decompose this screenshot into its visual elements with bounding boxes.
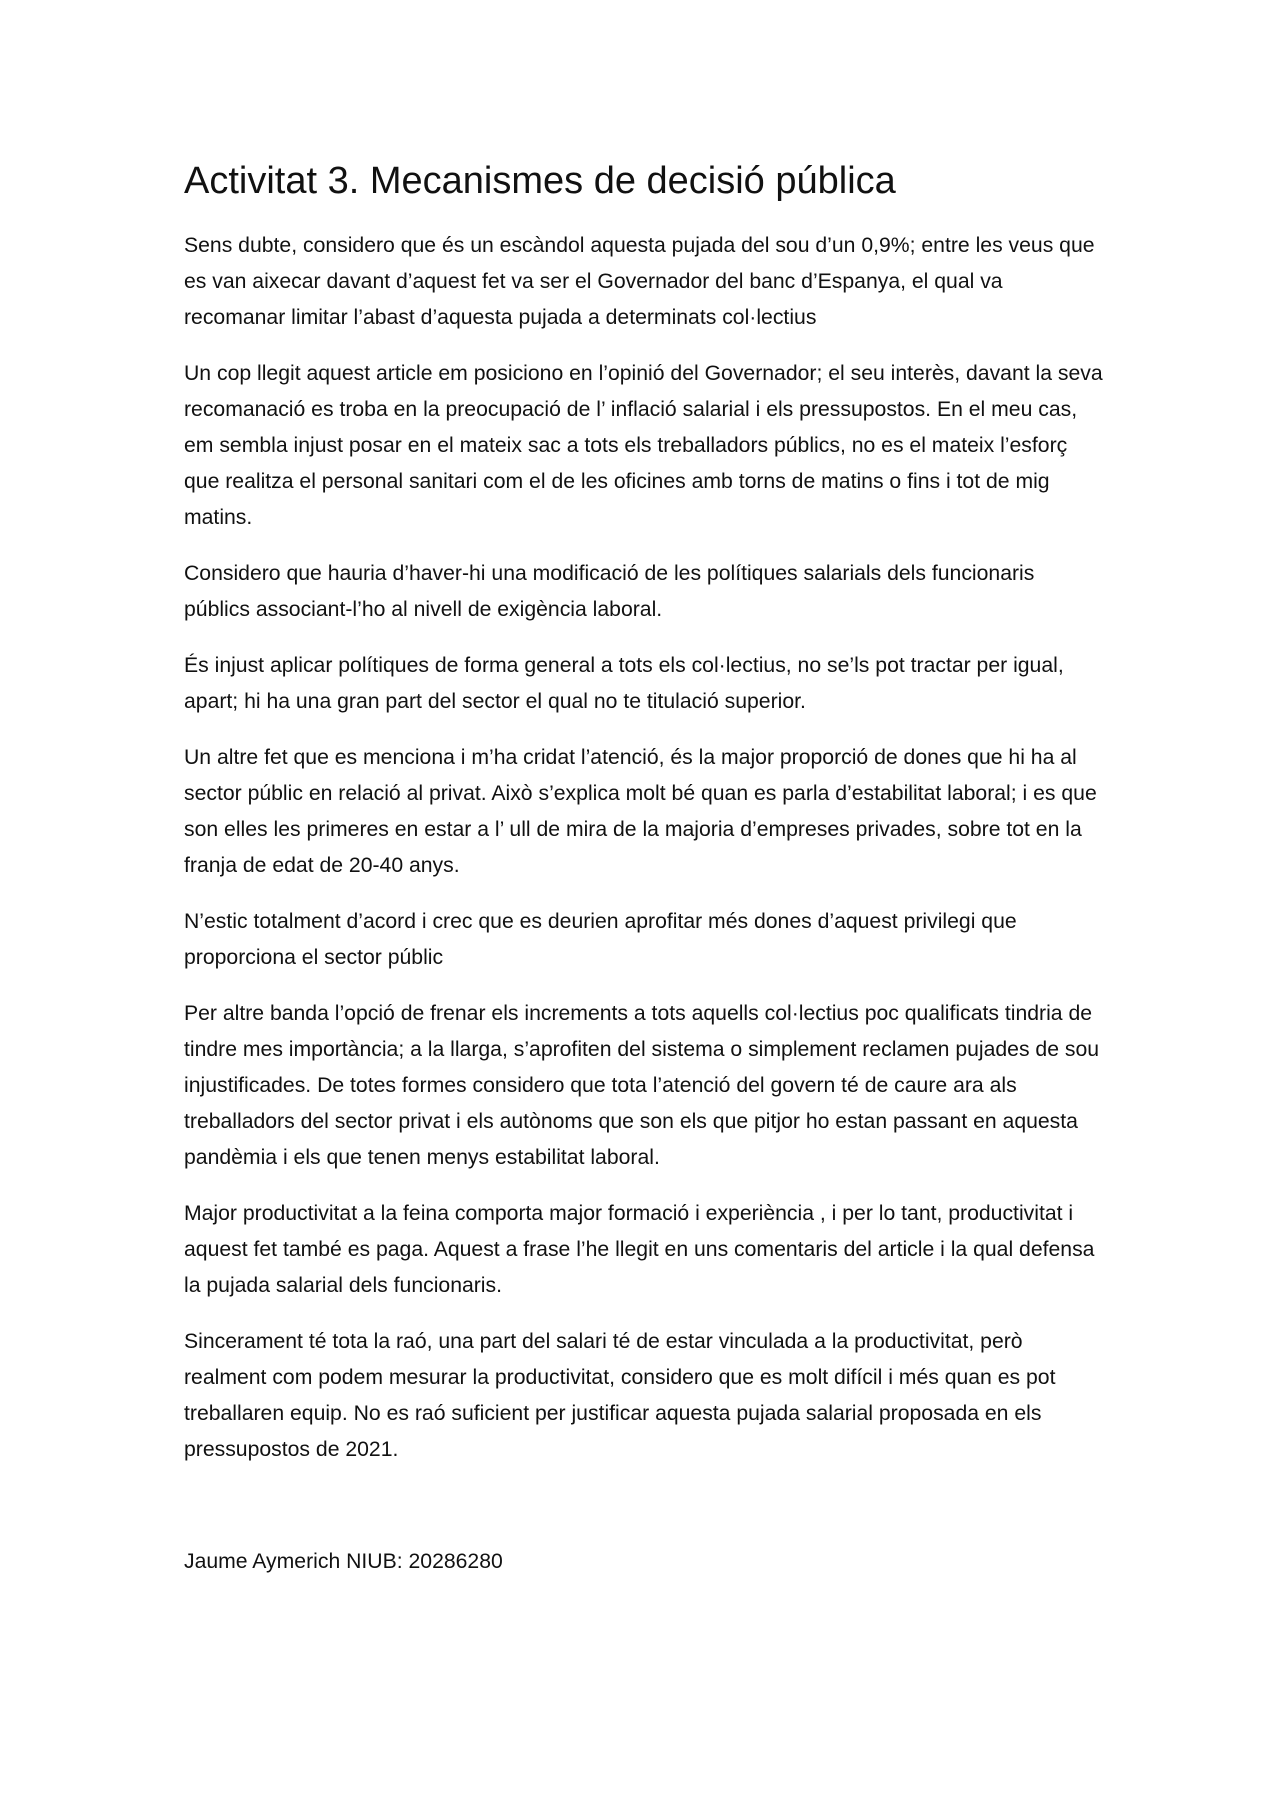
- document-title: Activitat 3. Mecanismes de decisió pública: [184, 160, 896, 202]
- paragraph-6: N’estic totalment d’acord i crec que es deurien aprofitar més dones d’aquest privilegi que proporciona el sector públic: [184, 910, 1017, 969]
- author-signature: Jaume Aymerich NIUB: 20286280: [184, 1550, 503, 1573]
- paragraph-7: Per altre banda l’opció de frenar els increments a tots aquells col·lectius poc qualificats tindria de tindre mes importància; a la llarga, s’aprofiten del sistema o simplement reclamen pujades de sou injustificades. De totes formes considero que tota l’atenció del govern té de caure ara als treballadors del sector privat i els autònoms que son els que pitjor ho estan passant en aquesta pandèmia i els que tenen menys estabilitat laboral.: [184, 1002, 1100, 1169]
- paragraph-4: És injust aplicar polítiques de forma general a tots els col·lectius, no se’ls pot tractar per igual, apart; hi ha una gran part del sector el qual no te titulació superior.: [184, 654, 1064, 713]
- paragraph-3: Considero que hauria d’haver-hi una modificació de les polítiques salarials dels funcionaris públics associant-l’ho al nivell de exigència laboral.: [184, 562, 1035, 621]
- document-body: [184, 158, 1104, 1580]
- paragraph-2: Un cop llegit aquest article em posiciono en l’opinió del Governador; el seu interès, davant la seva recomanació es troba en la preocupació de l’ inflació salarial i els pressupostos. En el meu cas, em sembla injust posar en el mateix sac a tots els treballadors públics, no es el mateix l’esforç que realitza el personal sanitari com el de les oficines amb torns de matins o fins i tot de mig matins.: [184, 362, 1103, 529]
- paragraph-9: Sincerament té tota la raó, una part del salari té de estar vinculada a la productivitat, però realment com podem mesurar la productivitat, considero que es molt difícil i més quan es pot treballaren equip. No es raó suficient per justificar aquesta pujada salarial proposada en els pressupostos de 2021.: [184, 1330, 1056, 1461]
- paragraph-8: Major productivitat a la feina comporta major formació i experiència , i per lo tant, productivitat i aquest fet també es paga. Aquest a frase l’he llegit en uns comentaris del article i la qual defensa la pujada salarial dels funcionaris.: [184, 1202, 1095, 1297]
- paragraph-5: Un altre fet que es menciona i m’ha cridat l’atenció, és la major proporció de dones que hi ha al sector públic en relació al privat. Això s’explica molt bé quan es parla d’estabilitat laboral; i es que son elles les primeres en estar a l’ ull de mira de la majoria d’empreses privades, sobre tot en la franja de edat de 20-40 anys.: [184, 746, 1097, 877]
- paragraph-1: Sens dubte, considero que és un escàndol aquesta pujada del sou d’un 0,9%; entre les veus que es van aixecar davant d’aquest fet va ser el Governador del banc d’Espanya, el qual va recomanar limitar l’abast d’aquesta pujada a determinats col·lectius: [184, 234, 1095, 329]
